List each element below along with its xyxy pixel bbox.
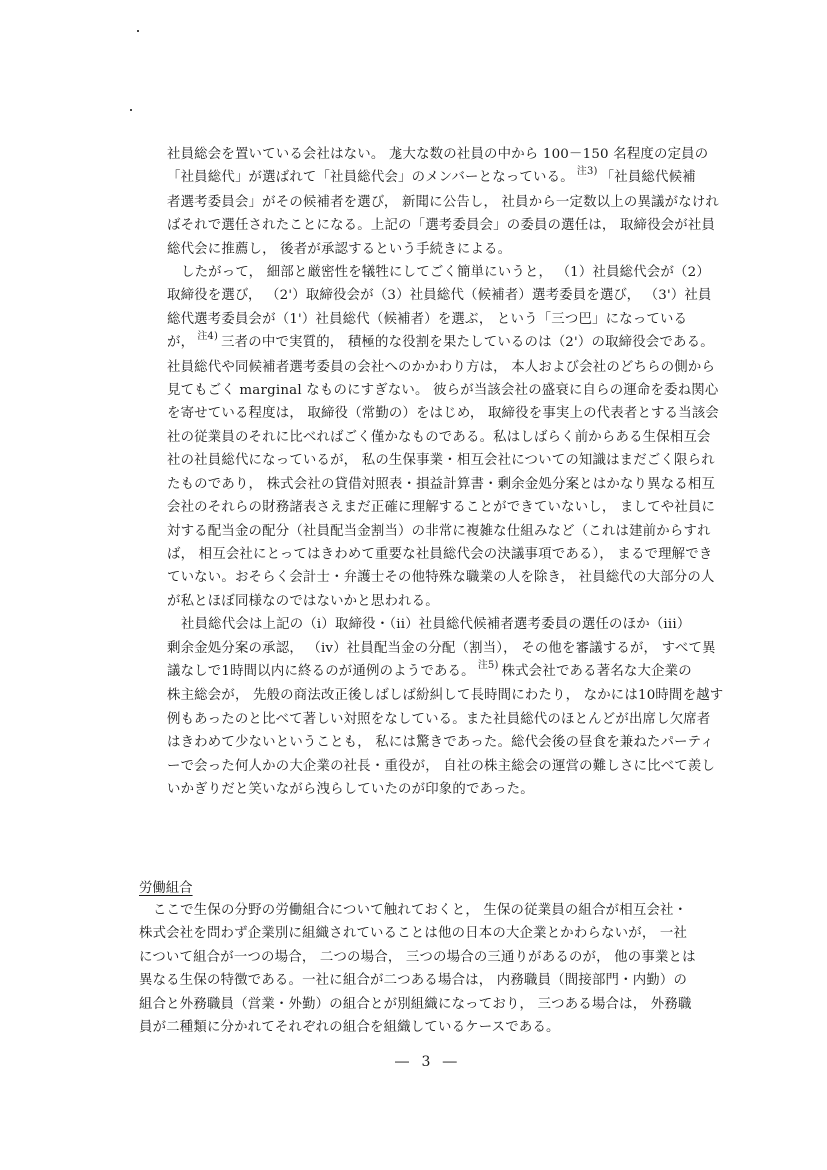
text-line: ば， 相互会社にとってはきわめて重要な社員総代会の決議事項である）， まるで理解でき bbox=[167, 546, 713, 562]
text-line: 社の従業員のそれに比べればごく僅かなものである。私はしばらく前からある生保相互会 bbox=[167, 429, 711, 445]
text-line: が， $^{注4)}$ 三者の中で実質的， 積極的な役割を果たしているのは（2'）の取締役会である。 bbox=[167, 331, 714, 351]
text-line: 会社のそれらの財務諸表さえまだ正確に理解することができていないし， ましてや社員に bbox=[167, 500, 716, 516]
footnote-ref: 注5) bbox=[477, 659, 499, 671]
text-line: 異なる生保の特徴である。一社に組合が二つある場合は， 内務職員（間接部門・内勤）の bbox=[139, 973, 688, 989]
text-line: 例もあったのと比べて著しい対照をなしている。また社員総代のほとんどが出席し欠席者 bbox=[167, 711, 711, 727]
text-line: 社員総代会は上記の（i）取締役・（ii）社員総代候補者選考委員の選任のほか（iii） bbox=[181, 617, 691, 633]
text-line: 社員総会を置いている会社はない。 尨大な数の社員の中から 100－150 名程度の定員の bbox=[167, 147, 709, 162]
text-line: いかぎりだと笑いながら洩らしていたのが印象的であった。 bbox=[167, 781, 534, 797]
page-number: ― 3 ― bbox=[395, 1054, 461, 1070]
text-line: したがって， 細部と厳密性を犠牲にしてごく簡単にいうと， （1）社員総代会が（2） bbox=[181, 265, 710, 281]
text-line: 剰余金処分案の承認， （iv）社員配当金の分配（割当）， その他を審議するが， すべて異 bbox=[167, 640, 716, 656]
text-line: ていない。おそらく会計士・弁護士その他特殊な職業の人を除き， 社員総代の大部分の人 bbox=[167, 570, 715, 586]
text-line: ここで生保の分野の労働組合について触れておくと， 生保の従業員の組合が相互会社・ bbox=[153, 903, 688, 918]
text-line: ーで会った何人かの大企業の社長・重役が， 自社の株主総会の運営の難しさに比べて羨し bbox=[167, 758, 716, 774]
text-line: 議なしで1時間以内に終るのが通例のようである。 $^{注5)}$ 株式会社である著名な大企業の bbox=[167, 659, 692, 679]
text-line: 総代会に推薦し， 後者が承認するという手続きによる。 bbox=[167, 241, 512, 257]
section-heading: 労働組合 bbox=[139, 881, 193, 896]
scan-speck bbox=[130, 109, 132, 111]
text-line: 総代選考委員会が（1'）社員総代（候補者）を選ぶ， という「三つ巴」になっている bbox=[167, 311, 688, 327]
footnote-ref: 注4) bbox=[197, 331, 219, 343]
text-line: 社員総代や同候補者選考委員の会社へのかかわり方は， 本人および会社のどちらの側から bbox=[167, 359, 716, 375]
text-line: たものであり， 株式会社の貸借対照表・損益計算書・剰余金処分案とはかなり異なる相互 bbox=[167, 476, 716, 492]
text-line: 株主総会が， 先般の商法改正後しばしば紛糾して長時間にわたり， なかには10時間を越す bbox=[167, 688, 724, 704]
text-line: 「社員総代」が選ばれて「社員総代会」のメンバーとなっている。 $^{注3)}$ 「社員総代候補 bbox=[167, 166, 696, 186]
text-line: が私とほぼ同様なのではないかと思われる。 bbox=[167, 593, 439, 609]
text-line: 員が二種類に分かれてそれぞれの組合を組織しているケースである。 bbox=[139, 1020, 560, 1036]
body-text bbox=[167, 143, 724, 801]
text-line: ばそれで選任されたことになる。上記の「選考委員会」の委員の選任は， 取締役会が社員 bbox=[167, 218, 716, 234]
text-line: 対する配当金の配分（社員配当金割当）の非常に複雑な仕組みなど（これは建前からすれ bbox=[167, 523, 711, 539]
text-line: 見てもごく marginal なものにすぎない。 彼らが当該会社の盛衰に自らの運命を委ね関心 bbox=[167, 383, 719, 399]
section-text bbox=[139, 899, 707, 1039]
footnote-ref: 注3) bbox=[576, 166, 598, 178]
text-line: 組合と外務職員（営業・外勤）の組合とが別組織になっており， 三つある場合は， 外務職 bbox=[139, 996, 692, 1012]
text-line: を寄せている程度は， 取締役（常勤の）をはじめ， 取締役を事実上の代表者とする当該会 bbox=[167, 406, 719, 422]
text-line: 取締役を選び， （2'）取締役会が（3）社員総代（候補者）選考委員を選び， （3'）社員 bbox=[167, 288, 712, 304]
text-line: はきわめて少ないということも， 私には驚きであった。総代会後の昼食を兼ねたパーティ bbox=[167, 735, 714, 751]
scan-speck bbox=[137, 30, 139, 32]
text-line: について組合が一つの場合， 二つの場合， 三つの場合の三通りがあるのが， 他の事業とは bbox=[139, 949, 696, 965]
text-line: 社の社員総代になっているが， 私の生保事業・相互会社についての知識はまだごく限られ bbox=[167, 453, 715, 469]
text-line: 株式会社を問わず企業別に組織されていることは他の日本の大企業とかわらないが， 一社 bbox=[139, 926, 688, 942]
text-line: 者選考委員会」がその候補者を選び， 新聞に公告し， 社員から一定数以上の異議がなけれ bbox=[167, 194, 719, 210]
